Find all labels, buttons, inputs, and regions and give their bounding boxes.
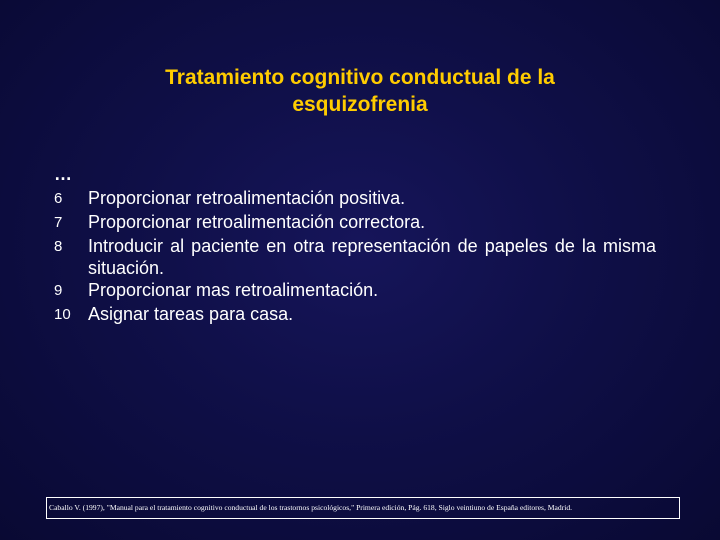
- list-item-number: 9: [54, 282, 63, 299]
- list-item: [54, 303, 656, 327]
- list-ellipsis: …: [54, 164, 73, 184]
- slide-title: [60, 64, 660, 118]
- list-item-number: 8: [54, 238, 63, 255]
- list-item-number: 10: [54, 306, 71, 323]
- list-item-text: Proporcionar mas retroalimentación.: [88, 280, 379, 300]
- slide-title-line-1: Tratamiento cognitivo conductual de la: [165, 66, 555, 89]
- list-item: [54, 211, 656, 235]
- list-item-text: Proporcionar retroalimentación correctora.: [88, 212, 426, 232]
- list-item: [54, 279, 656, 303]
- list-item: [54, 235, 656, 279]
- slide-title-line-2: esquizofrenia: [292, 93, 428, 116]
- citation-box: Caballo V. (1997), "Manual para el tratamiento cognitivo conductual de los trastornos psicológicos," Primera edición, Pág. 618, Siglo veintiuno de España editores, Madrid.: [46, 497, 680, 519]
- list-item: [54, 187, 656, 211]
- numbered-list: [54, 165, 656, 327]
- list-item-number: 6: [54, 190, 63, 207]
- list-item-text: Asignar tareas para casa.: [88, 304, 294, 324]
- list-item-text: Proporcionar retroalimentación positiva.: [88, 188, 406, 208]
- list-item-text: Introducir al paciente en otra representación de papeles de la misma situación.: [88, 236, 656, 278]
- list-item-number: 7: [54, 214, 63, 231]
